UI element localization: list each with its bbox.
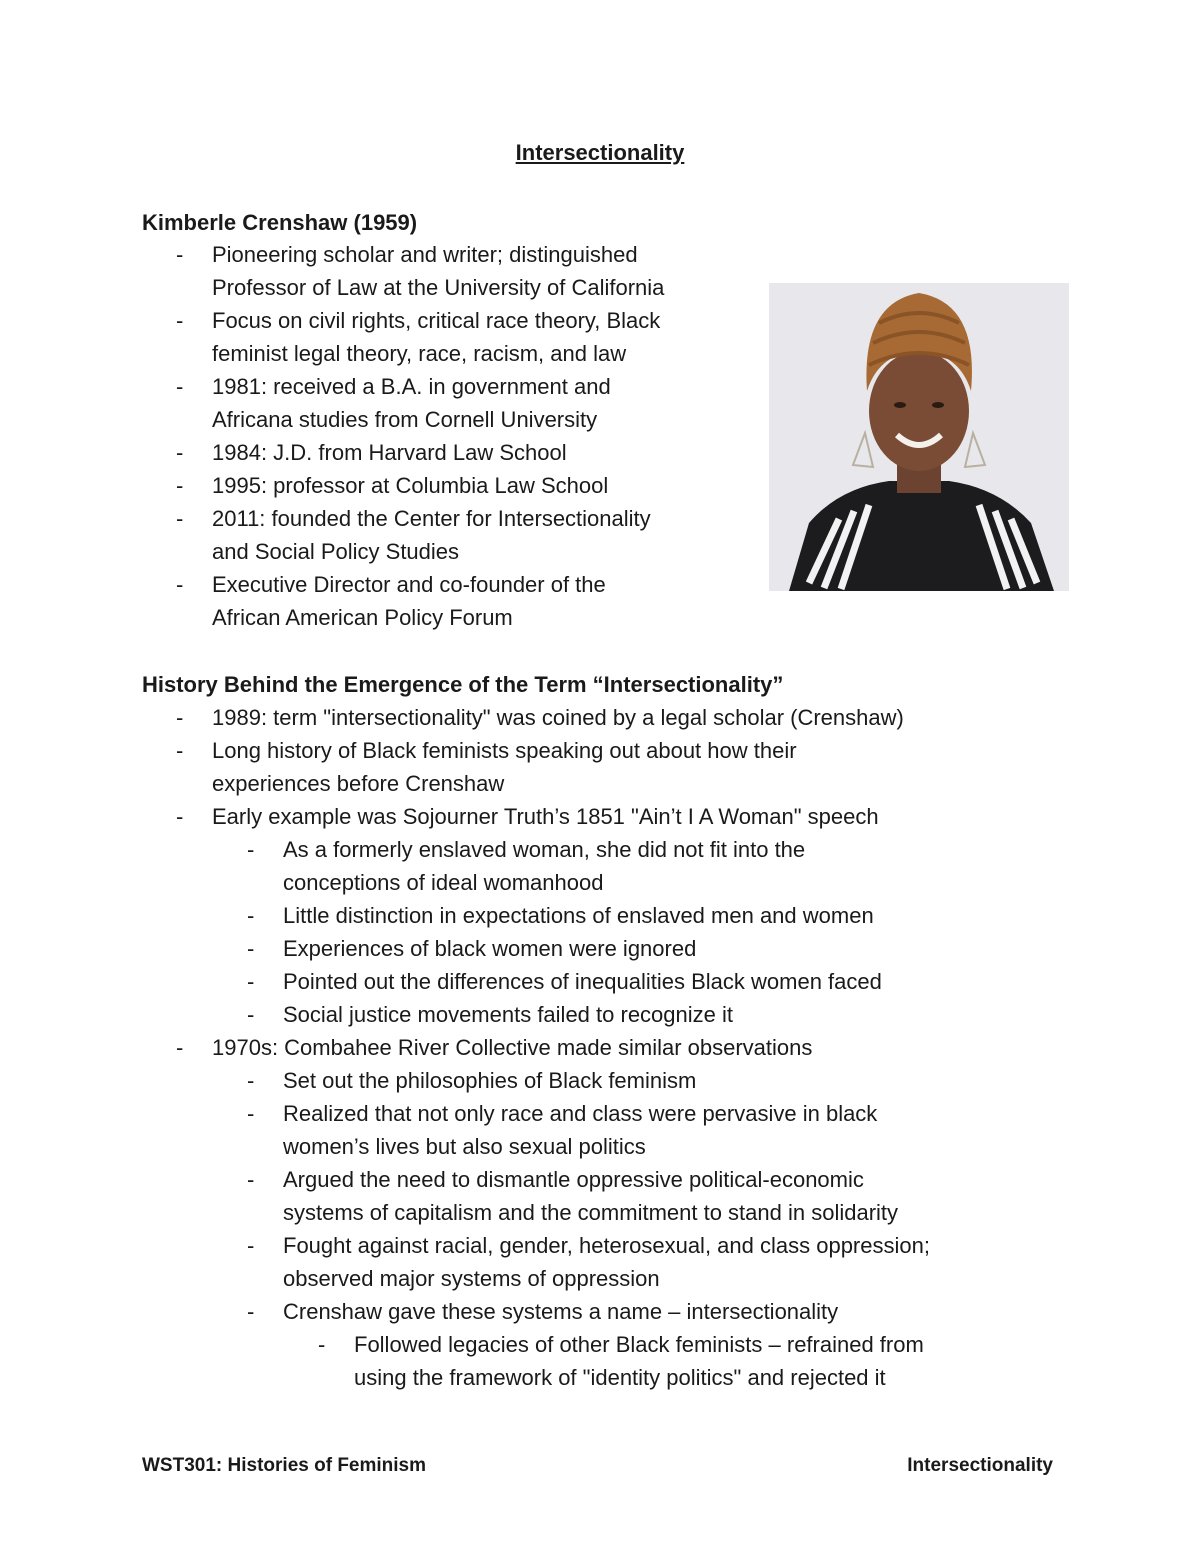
list-item-continuation: feminist legal theory, race, racism, and law (212, 341, 627, 366)
sub-list-item: - Social justice movements failed to recognize it (247, 1002, 733, 1027)
list-item-continuation: experiences before Crenshaw (212, 771, 505, 796)
sub-list-item: - Realized that not only race and class were pervasive in black (247, 1101, 878, 1126)
list-item: - Focus on civil rights, critical race theory, Black (176, 308, 661, 333)
portrait-illustration (769, 283, 1069, 591)
sub-list-item-continuation: conceptions of ideal womanhood (283, 870, 604, 895)
sub-list-item: - Little distinction in expectations of enslaved men and women (247, 903, 874, 928)
list-item: - Long history of Black feminists speaking out about how their (176, 738, 797, 763)
page-title: Intersectionality (515, 140, 685, 165)
sub-list-item: - Experiences of black women were ignored (247, 936, 697, 961)
list-item: - Executive Director and co-founder of the (176, 572, 606, 597)
sub-list-item-continuation: women’s lives but also sexual politics (283, 1134, 646, 1159)
list-item-continuation: African American Policy Forum (212, 605, 513, 630)
sub-sub-list-item: - Followed legacies of other Black feminists – refrained from (318, 1332, 924, 1357)
list-item: - 1989: term "intersectionality" was coined by a legal scholar (Crenshaw) (176, 705, 904, 730)
section-heading-crenshaw: Kimberle Crenshaw (1959) (142, 210, 418, 235)
sub-list-item-continuation: systems of capitalism and the commitment to stand in solidarity (283, 1200, 899, 1225)
list-item: - 1970s: Combahee River Collective made similar observations (176, 1035, 813, 1060)
sub-list-item: - As a formerly enslaved woman, she did not fit into the (247, 837, 806, 862)
list-item-continuation: Professor of Law at the University of California (212, 275, 665, 300)
sub-sub-list-item-continuation: using the framework of "identity politics" and rejected it (354, 1365, 886, 1390)
sub-list-item: - Fought against racial, gender, heterosexual, and class oppression; (247, 1233, 930, 1258)
section-heading-history: History Behind the Emergence of the Term “Intersectionality” (142, 672, 784, 697)
list-item: - Early example was Sojourner Truth’s 1851 "Ain’t I A Woman" speech (176, 804, 879, 829)
list-item: - 1984: J.D. from Harvard Law School (176, 440, 567, 465)
list-item: - 1981: received a B.A. in government and (176, 374, 611, 399)
sub-list-item: - Pointed out the differences of inequalities Black women faced (247, 969, 882, 994)
list-item-continuation: and Social Policy Studies (212, 539, 460, 564)
list-item: - Pioneering scholar and writer; distinguished (176, 242, 638, 267)
sub-list-item-continuation: observed major systems of oppression (283, 1266, 660, 1291)
footer-course-title: WST301: Histories of Feminism (142, 1455, 427, 1476)
footer-topic: Intersectionality (907, 1455, 1053, 1476)
list-item-continuation: Africana studies from Cornell University (212, 407, 598, 432)
sub-list-item: - Set out the philosophies of Black feminism (247, 1068, 697, 1093)
portrait-photo (769, 283, 1069, 591)
list-item: - 2011: founded the Center for Intersectionality (176, 506, 651, 531)
sub-list-item: - Argued the need to dismantle oppressive political-economic (247, 1167, 864, 1192)
sub-list-item: - Crenshaw gave these systems a name – intersectionality (247, 1299, 839, 1324)
list-item: - 1995: professor at Columbia Law School (176, 473, 609, 498)
